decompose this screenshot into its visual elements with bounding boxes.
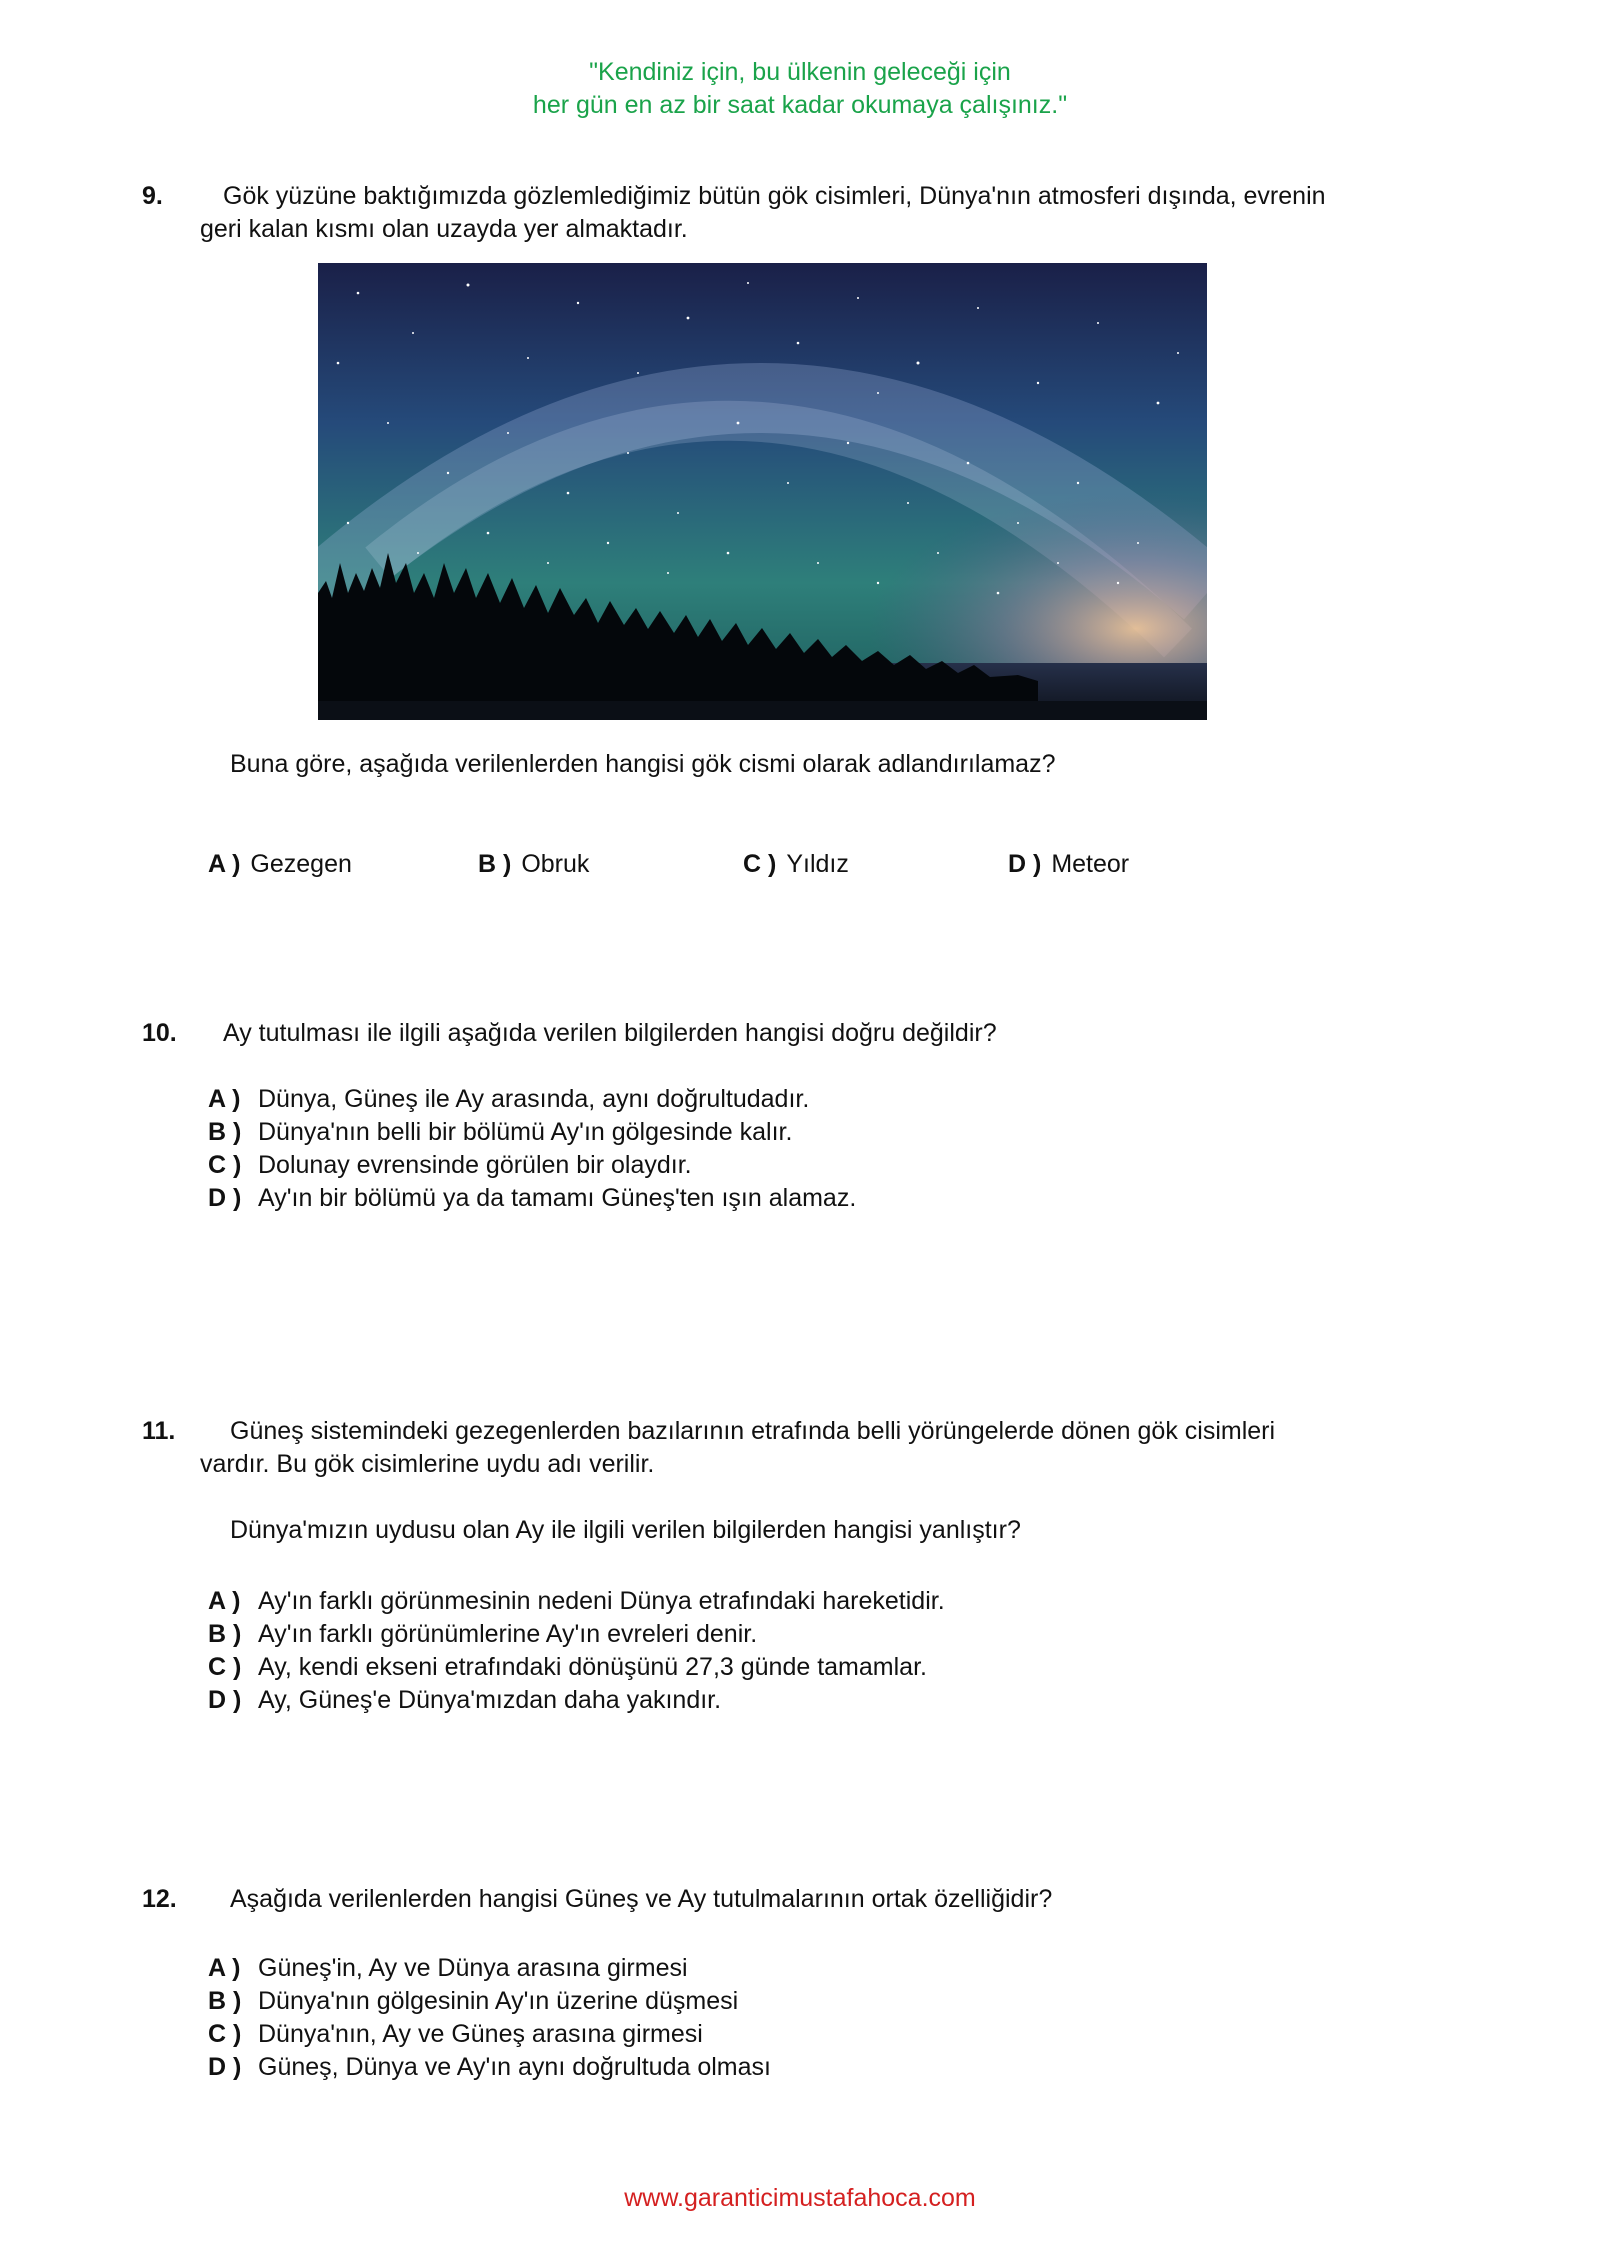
question-11-text-line1: Güneş sistemindeki gezegenlerden bazılarının etrafında belli yörüngelerde dönen gök cisimleri bbox=[230, 1417, 1276, 1445]
option-letter: B ) bbox=[478, 850, 512, 878]
milky-way-night-sky-image bbox=[318, 263, 1207, 720]
option-letter: C ) bbox=[208, 1653, 242, 1681]
option-text: Dünya'nın, Ay ve Güneş arasına girmesi bbox=[258, 2020, 703, 2048]
question-9-option-d[interactable] bbox=[1008, 848, 1129, 881]
question-12-option-c[interactable] bbox=[208, 2018, 703, 2051]
question-10-number: 10. bbox=[142, 1019, 177, 1047]
option-letter: B ) bbox=[208, 1620, 242, 1648]
question-11-number: 11. bbox=[142, 1417, 176, 1445]
question-12-option-a[interactable] bbox=[208, 1952, 688, 1985]
question-11-prompt: Dünya'mızın uydusu olan Ay ile ilgili verilen bilgilerden hangisi yanlıştır? bbox=[230, 1516, 1021, 1544]
option-text: Ay'ın bir bölümü ya da tamamı Güneş'ten ışın alamaz. bbox=[258, 1184, 857, 1212]
question-10-option-c[interactable] bbox=[208, 1149, 692, 1182]
question-9-option-a[interactable] bbox=[208, 848, 352, 881]
option-text: Gezegen bbox=[250, 850, 352, 878]
footer-url-link[interactable]: www.garanticimustafahoca.com bbox=[624, 2184, 976, 2212]
question-12-number: 12. bbox=[142, 1885, 177, 1913]
option-letter: A ) bbox=[208, 1587, 241, 1615]
option-letter: B ) bbox=[208, 1987, 242, 2015]
option-letter: D ) bbox=[208, 2053, 242, 2081]
option-text: Obruk bbox=[521, 850, 590, 878]
question-12-option-b[interactable] bbox=[208, 1985, 738, 2018]
option-text: Dünya'nın gölgesinin Ay'ın üzerine düşmesi bbox=[258, 1987, 739, 2015]
option-letter: A ) bbox=[208, 850, 241, 878]
question-9-number: 9. bbox=[142, 182, 163, 210]
option-text: Ay, kendi ekseni etrafındaki dönüşünü 27,3 günde tamamlar. bbox=[258, 1653, 927, 1681]
question-10-text: Ay tutulması ile ilgili aşağıda verilen bilgilerden hangisi doğru değildir? bbox=[223, 1019, 997, 1047]
option-text: Yıldız bbox=[786, 850, 849, 878]
option-letter: B ) bbox=[208, 1118, 242, 1146]
option-text: Ay'ın farklı görünmesinin nedeni Dünya etrafındaki hareketidir. bbox=[258, 1587, 945, 1615]
option-text: Güneş, Dünya ve Ay'ın aynı doğrultuda olması bbox=[258, 2053, 771, 2081]
question-9-text-line2: geri kalan kısmı olan uzayda yer almaktadır. bbox=[200, 215, 688, 243]
question-11-option-c[interactable] bbox=[208, 1651, 927, 1684]
option-letter: D ) bbox=[208, 1686, 242, 1714]
option-text: Dolunay evrensinde görülen bir olaydır. bbox=[258, 1151, 692, 1179]
option-text: Meteor bbox=[1051, 850, 1130, 878]
header-quote-line1: "Kendiniz için, bu ülkenin geleceği için bbox=[589, 58, 1011, 86]
question-10-option-d[interactable] bbox=[208, 1182, 856, 1215]
question-12-text: Aşağıda verilenlerden hangisi Güneş ve Ay tutulmalarının ortak özelliğidir? bbox=[230, 1885, 1053, 1913]
option-text: Güneş'in, Ay ve Dünya arasına girmesi bbox=[258, 1954, 688, 1982]
question-12-option-d[interactable] bbox=[208, 2051, 771, 2084]
question-10-option-a[interactable] bbox=[208, 1083, 809, 1116]
option-letter: D ) bbox=[208, 1184, 242, 1212]
question-10-option-b[interactable] bbox=[208, 1116, 792, 1149]
option-text: Dünya, Güneş ile Ay arasında, aynı doğrultudadır. bbox=[258, 1085, 810, 1113]
question-11-option-b[interactable] bbox=[208, 1618, 757, 1651]
option-letter: A ) bbox=[208, 1954, 241, 1982]
question-11-option-d[interactable] bbox=[208, 1684, 721, 1717]
question-11-option-a[interactable] bbox=[208, 1585, 945, 1618]
option-letter: D ) bbox=[1008, 850, 1042, 878]
question-9-text-line1: Gök yüzüne baktığımızda gözlemlediğimiz bütün gök cisimleri, Dünya'nın atmosferi dışında, evrenin bbox=[223, 182, 1326, 210]
option-letter: C ) bbox=[743, 850, 777, 878]
header-quote-line2: her gün en az bir saat kadar okumaya çalışınız." bbox=[532, 91, 1068, 119]
option-text: Ay, Güneş'e Dünya'mızdan daha yakındır. bbox=[258, 1686, 722, 1714]
question-11-text-line2: vardır. Bu gök cisimlerine uydu adı verilir. bbox=[200, 1450, 655, 1478]
option-text: Dünya'nın belli bir bölümü Ay'ın gölgesinde kalır. bbox=[258, 1118, 793, 1146]
question-9-option-b[interactable] bbox=[478, 848, 589, 881]
option-letter: C ) bbox=[208, 1151, 242, 1179]
option-text: Ay'ın farklı görünümlerine Ay'ın evreleri denir. bbox=[258, 1620, 758, 1648]
question-9-option-c[interactable] bbox=[743, 848, 849, 881]
option-letter: C ) bbox=[208, 2020, 242, 2048]
option-letter: A ) bbox=[208, 1085, 241, 1113]
question-9-prompt: Buna göre, aşağıda verilenlerden hangisi gök cismi olarak adlandırılamaz? bbox=[230, 750, 1056, 778]
